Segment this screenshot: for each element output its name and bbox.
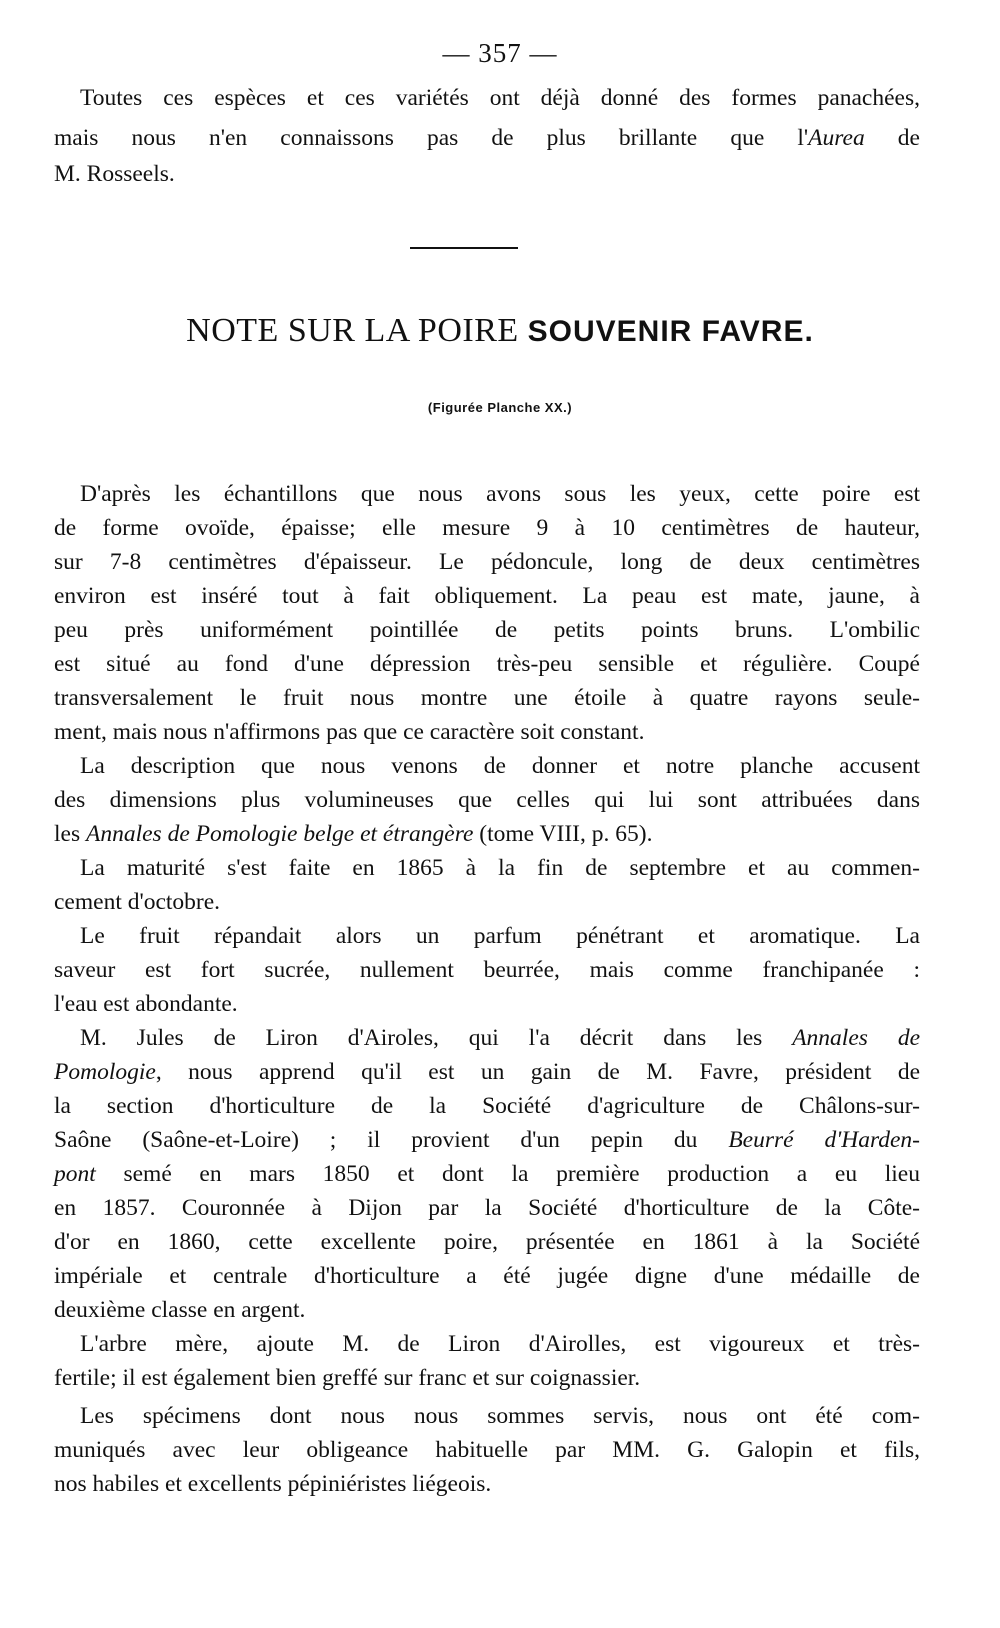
intro-text-end: de bbox=[864, 125, 920, 151]
italic-annales-title: Annales de Pomologie belge et étrangère bbox=[85, 821, 474, 847]
intro-line-2 bbox=[54, 122, 920, 154]
body-line: transversalement le fruit nous montre une étoile à quatre rayons seule- bbox=[54, 685, 920, 711]
body-line: la section d'horticulture de la Société d'agriculture de Châlons-sur- bbox=[54, 1093, 920, 1119]
body-line: est situé au fond d'une dépression très-peu sensible et régulière. Coupé bbox=[54, 651, 920, 677]
text: , nous apprend qu'il est un gain de M. Favre, président de bbox=[155, 1059, 920, 1085]
body-line: fertile; il est également bien greffé sur franc et sur coignassier. bbox=[54, 1365, 641, 1391]
body-line bbox=[54, 818, 920, 850]
body-line: en 1857. Couronnée à Dijon par la Société d'horticulture de la Côte- bbox=[54, 1195, 920, 1221]
text: (tome VIII, p. 65). bbox=[473, 821, 653, 847]
body-line: impériale et centrale d'horticulture a été jugée digne d'une médaille de bbox=[54, 1263, 920, 1289]
body-line: des dimensions plus volumineuses que celles qui lui sont attribuées dans bbox=[54, 787, 920, 813]
body-line: La description que nous venons de donner et notre planche accusent bbox=[80, 753, 920, 779]
text: semé en mars 1850 et dont la première production a eu lieu bbox=[95, 1161, 920, 1187]
body-line: saveur est fort sucrée, nullement beurrée, mais comme franchipanée : bbox=[54, 957, 920, 983]
body-line: Le fruit répandait alors un parfum pénétrant et aromatique. La bbox=[80, 923, 920, 949]
body-line: Les spécimens dont nous nous sommes servis, nous ont été com- bbox=[80, 1403, 920, 1429]
body-line bbox=[80, 1022, 920, 1054]
body-line: l'eau est abondante. bbox=[54, 991, 238, 1017]
body-line: D'après les échantillons que nous avons sous les yeux, cette poire est bbox=[80, 481, 920, 507]
italic-beurre: Beurré d'Harden- bbox=[728, 1127, 920, 1153]
body-line bbox=[54, 1158, 920, 1190]
body-line: ment, mais nous n'affirmons pas que ce caractère soit constant. bbox=[54, 719, 645, 745]
body-line: sur 7-8 centimètres d'épaisseur. Le pédoncule, long de deux centimètres bbox=[54, 549, 920, 575]
body-line: nos habiles et excellents pépiniéristes liégeois. bbox=[54, 1471, 492, 1497]
body-line bbox=[54, 1056, 920, 1088]
body-line: La maturité s'est faite en 1865 à la fin de septembre et au commen- bbox=[80, 855, 920, 881]
body-line: de forme ovoïde, épaisse; elle mesure 9 à 10 centimètres de hauteur, bbox=[54, 515, 920, 541]
body-line: peu près uniformément pointillée de petits points bruns. L'ombilic bbox=[54, 617, 920, 643]
intro-text: mais nous n'en connaissons pas de plus brillante que l' bbox=[54, 125, 809, 151]
title-bold: SOUVENIR FAVRE. bbox=[527, 315, 814, 348]
italic-pont: pont bbox=[54, 1161, 96, 1187]
title-plain: NOTE SUR LA POIRE bbox=[186, 312, 528, 349]
body-line: L'arbre mère, ajoute M. de Liron d'Airolles, est vigoureux et très- bbox=[80, 1331, 920, 1357]
intro-italic-aurea: Aurea bbox=[808, 125, 865, 151]
body-line: environ est inséré tout à fait obliquement. La peau est mate, jaune, à bbox=[54, 583, 920, 609]
article-title bbox=[0, 312, 1000, 350]
text: M. Jules de Liron d'Airoles, qui l'a décrit dans les bbox=[80, 1025, 793, 1051]
body-line: cement d'octobre. bbox=[54, 889, 221, 915]
page-number: — 357 — bbox=[442, 38, 558, 68]
body-line: deuxième classe en argent. bbox=[54, 1297, 306, 1323]
body-line bbox=[54, 1124, 920, 1156]
intro-line-1: Toutes ces espèces et ces variétés ont déjà donné des formes panachées, bbox=[80, 85, 920, 111]
text: les bbox=[54, 821, 86, 847]
text: Saône (Saône-et-Loire) ; il provient d'un pepin du bbox=[54, 1127, 729, 1153]
italic-pomologie: Pomologie bbox=[54, 1059, 156, 1085]
italic-annales: Annales de bbox=[792, 1025, 921, 1051]
body-line: d'or en 1860, cette excellente poire, présentée en 1861 à la Société bbox=[54, 1229, 920, 1255]
body-line: muniqués avec leur obligeance habituelle par MM. G. Galopin et fils, bbox=[54, 1437, 920, 1463]
figure-reference: (Figurée Planche XX.) bbox=[427, 400, 573, 415]
intro-line-3: M. Rosseels. bbox=[54, 161, 175, 187]
section-divider bbox=[410, 247, 518, 249]
